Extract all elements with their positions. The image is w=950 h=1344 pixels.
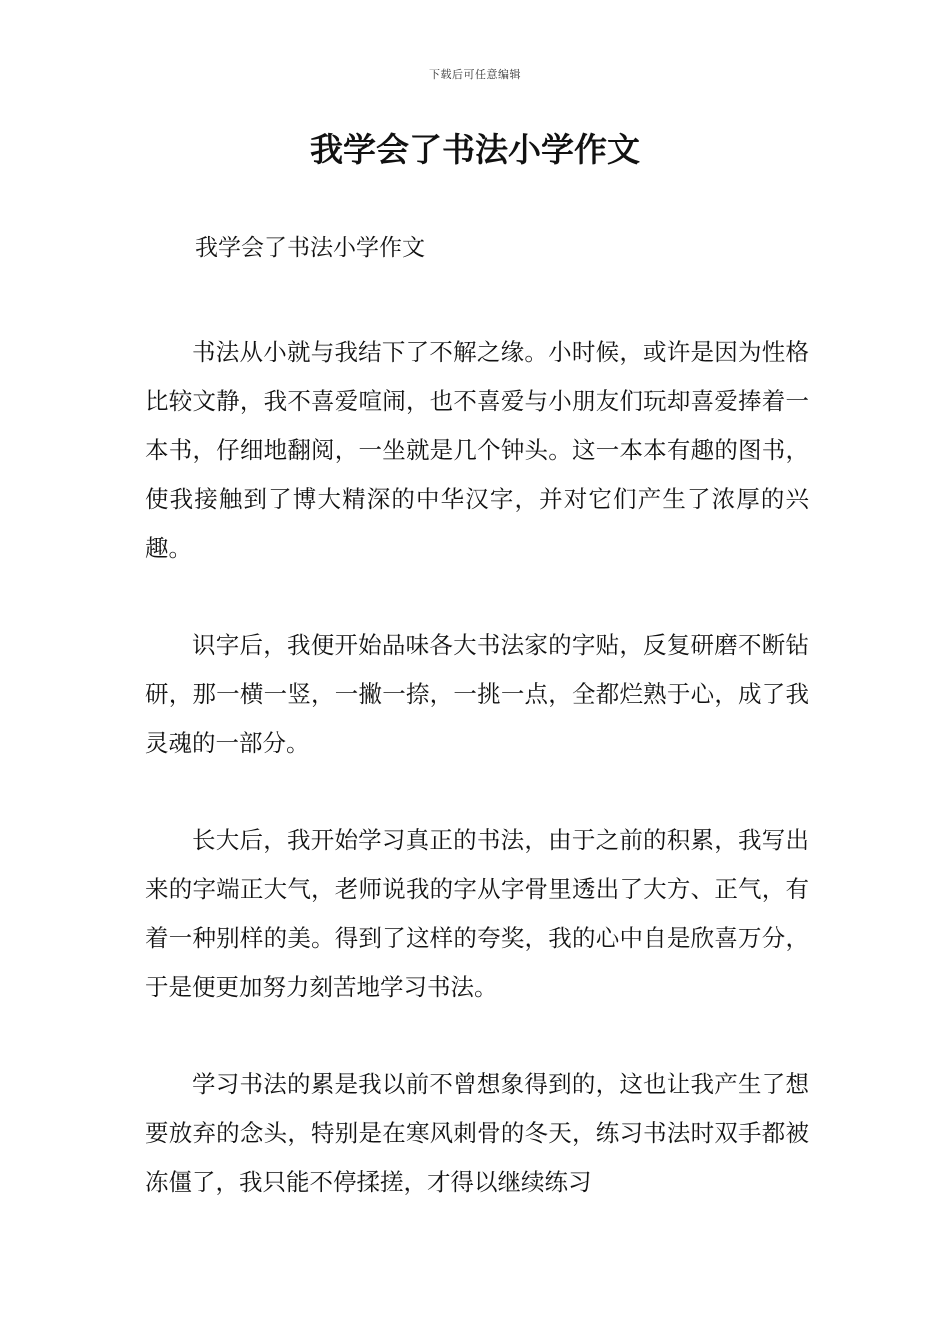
document-body xyxy=(145,328,809,1255)
header-note: 下载后可任意编辑 xyxy=(429,68,521,81)
document-subtitle: 我学会了书法小学作文 xyxy=(195,235,425,261)
paragraph-4: 学习书法的累是我以前不曾想象得到的，这也让我产生了想要放弃的念头，特别是在寒风刺骨的冬天，练习书法时双手都被冻僵了，我只能不停揉搓，才得以继续练习 xyxy=(145,1070,809,1196)
paragraph-2: 识字后，我便开始品味各大书法家的字贴，反复研磨不断钻研，那一横一竖，一撇一捺，一挑一点，全都烂熟于心，成了我灵魂的一部分。 xyxy=(145,631,809,757)
page-title: 我学会了书法小学作文 xyxy=(310,130,640,169)
paragraph-1: 书法从小就与我结下了不解之缘。小时候，或许是因为性格比较文静，我不喜爱喧闹，也不喜爱与小朋友们玩却喜爱捧着一本书，仔细地翻阅，一坐就是几个钟头。这一本本有趣的图书，使我接触到了博大精深的中华汉字，并对它们产生了浓厚的兴趣。 xyxy=(145,338,809,562)
paragraph-3: 长大后，我开始学习真正的书法，由于之前的积累，我写出来的字端正大气，老师说我的字从字骨里透出了大方、正气，有着一种别样的美。得到了这样的夸奖，我的心中自是欣喜万分，于是便更加努力刻苦地学习书法。 xyxy=(145,826,809,1001)
